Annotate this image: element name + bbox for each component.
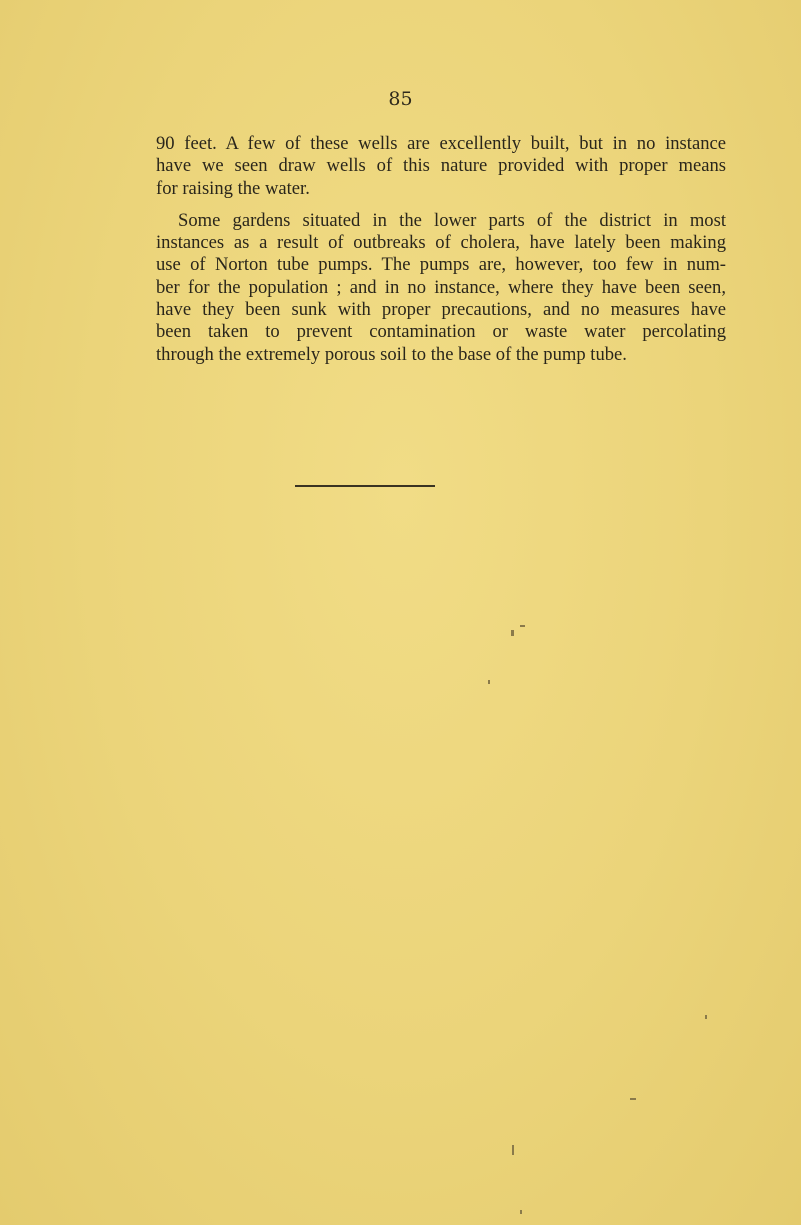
section-divider-rule [295,485,435,487]
paper-speck [520,1210,522,1214]
text-line: ber for the population ; and in no instance, where they have been seen, [156,276,726,298]
text-line: have we seen draw wells of this nature provided with proper means [156,155,726,177]
text-line: use of Norton tube pumps. The pumps are, however, too few in num- [156,254,726,276]
text-line: 90 feet. A few of these wells are excellently built, but in no instance [156,133,726,154]
text-line: through the extremely porous soil to the base of the pump tube. [156,343,627,365]
paper-speck [511,630,514,636]
text-line: been taken to prevent contamination or waste water percolating [156,321,726,343]
paper-speck [488,680,490,684]
body-text [156,133,726,366]
text-line: for raising the water. [156,177,310,199]
paragraph-wells [156,133,726,200]
paper-speck [630,1098,636,1100]
page-number: 85 [388,88,413,110]
paper-speck [512,1145,514,1155]
paragraph-gap [156,200,726,210]
paper-speck [705,1015,707,1019]
paper-speck [520,625,525,627]
paragraph-gardens [156,210,726,366]
text-line: instances as a result of outbreaks of cholera, have lately been making [156,232,726,254]
text-line: have they been sunk with proper precautions, and no measures have [156,299,726,321]
text-line: Some gardens situated in the lower parts of the district in most [178,209,726,231]
